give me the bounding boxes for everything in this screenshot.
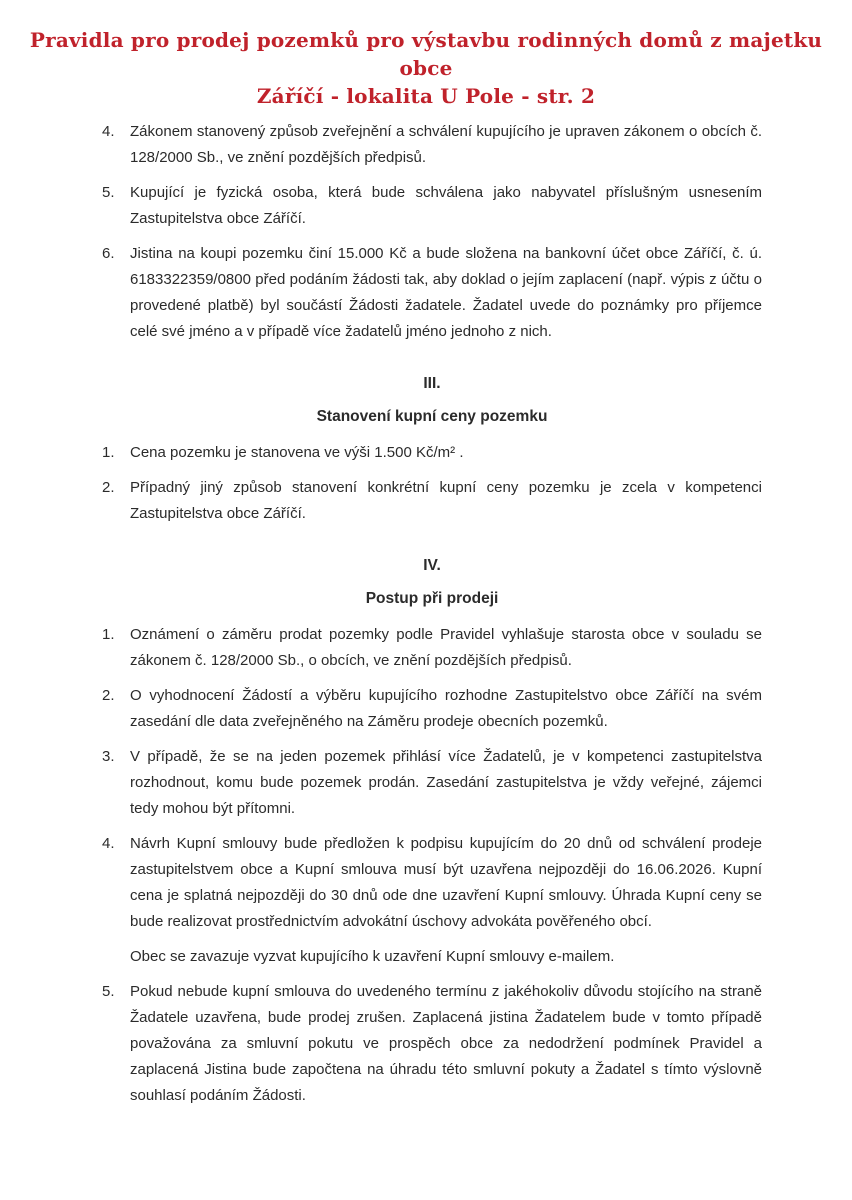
section-4-roman-numeral: IV. xyxy=(423,557,441,574)
list-item-text: O vyhodnocení Žádostí a výběru kupujícího rozhodne Zastupitelstvo obce Záříčí na svém zasedání dle data zveřejněného na Záměru prodeje obecních pozemků. xyxy=(130,687,762,730)
section-3-item-1 xyxy=(102,440,762,466)
list-item-4 xyxy=(102,119,762,171)
list-item-text: Případný jiný způsob stanovení konkrétní kupní ceny pozemku je zcela v kompetenci Zastupitelstva obce Záříčí. xyxy=(130,479,762,522)
section-4-heading: Postup při prodeji xyxy=(365,590,499,607)
list-item-number: 4. xyxy=(102,835,115,852)
list-item-number: 4. xyxy=(102,123,115,140)
list-item-text: V případě, že se na jeden pozemek přihlásí více Žadatelů, je v kompetenci zastupitelstva rozhodnout, komu bude pozemek prodán. Zasedání zastupitelstva je vždy veřejné, zájemci tedy mohou být přítomni. xyxy=(130,748,762,817)
section-4-item-4-subparagraph: Obec se zavazuje vyzvat kupujícího k uzavření Kupní smlouvy e-mailem. xyxy=(130,948,615,965)
section-4-item-4 xyxy=(102,831,762,935)
list-item-number: 1. xyxy=(102,626,115,643)
section-4-item-2 xyxy=(102,683,762,735)
list-item-text: Návrh Kupní smlouvy bude předložen k podpisu kupujícím do 20 dnů od schválení prodeje zastupitelstvem obce a Kupní smlouva musí být uzavřena nejpozději do 16.06.2026. Kupní cena je splatná nejpozději do 30 dnů ode dne uzavření Kupní smlouvy. Úhrada Kupní ceny se bude realizovat prostřednictvím advokátní úschovy advokáta pověřeného obcí. xyxy=(130,835,762,930)
list-item-text: Jistina na koupi pozemku činí 15.000 Kč a bude složena na bankovní účet obce Záříčí, č. ú. 6183322359/0800 před podáním žádosti tak, aby doklad o jejím zaplacení (např. výpis z účtu o provedené platbě) byl součástí Žádosti žadatele. Žadatel uvede do poznámky pro příjemce celé své jméno a v případě více žadatelů jméno jednoho z nich. xyxy=(130,245,762,340)
list-item-6 xyxy=(102,241,762,345)
section-4-item-1 xyxy=(102,622,762,674)
section-4-item-5 xyxy=(102,979,762,1109)
section-3-roman-numeral: III. xyxy=(423,375,441,392)
list-item-text: Oznámení o záměru prodat pozemky podle Pravidel vyhlašuje starosta obce v souladu se zákonem č. 128/2000 Sb., o obcích, ve znění pozdějších předpisů. xyxy=(130,626,762,669)
list-item-5 xyxy=(102,180,762,232)
list-item-text: Zákonem stanovený způsob zveřejnění a schválení kupujícího je upraven zákonem o obcích č. 128/2000 Sb., ve znění pozdějších předpisů. xyxy=(130,123,762,166)
list-item-number: 5. xyxy=(102,184,115,201)
document-title-line1: Pravidla pro prodej pozemků pro výstavbu rodinných domů z majetku obce xyxy=(29,28,823,80)
list-item-number: 3. xyxy=(102,748,115,765)
document-title xyxy=(14,26,838,110)
list-item-number: 2. xyxy=(102,479,115,496)
section-4-item-3 xyxy=(102,744,762,822)
document-body xyxy=(102,119,762,1109)
section-3-heading: Stanovení kupní ceny pozemku xyxy=(316,408,548,425)
list-item-number: 5. xyxy=(102,983,115,1000)
document-title-line2: Záříčí - lokalita U Pole - str. 2 xyxy=(256,84,596,108)
list-item-text: Cena pozemku je stanovena ve výši 1.500 Kč/m² . xyxy=(130,444,464,461)
list-item-number: 6. xyxy=(102,245,115,262)
section-3-item-2 xyxy=(102,475,762,527)
list-item-number: 2. xyxy=(102,687,115,704)
list-item-text: Kupující je fyzická osoba, která bude schválena jako nabyvatel příslušným usnesením Zastupitelstva obce Záříčí. xyxy=(130,184,762,227)
list-item-text: Pokud nebude kupní smlouva do uvedeného termínu z jakéhokoliv důvodu stojícího na straně Žadatele uzavřena, bude prodej zrušen. Zaplacená jistina Žadatelem bude v tomto případě považována za smluvní pokutu ve prospěch obce za nedodržení podmínek Pravidel a zaplacená Jistina bude započtena na úhradu této smluvní pokuty a Žadatel s tímto výslovně souhlasí podáním Žádosti. xyxy=(130,983,762,1104)
list-item-number: 1. xyxy=(102,444,115,461)
